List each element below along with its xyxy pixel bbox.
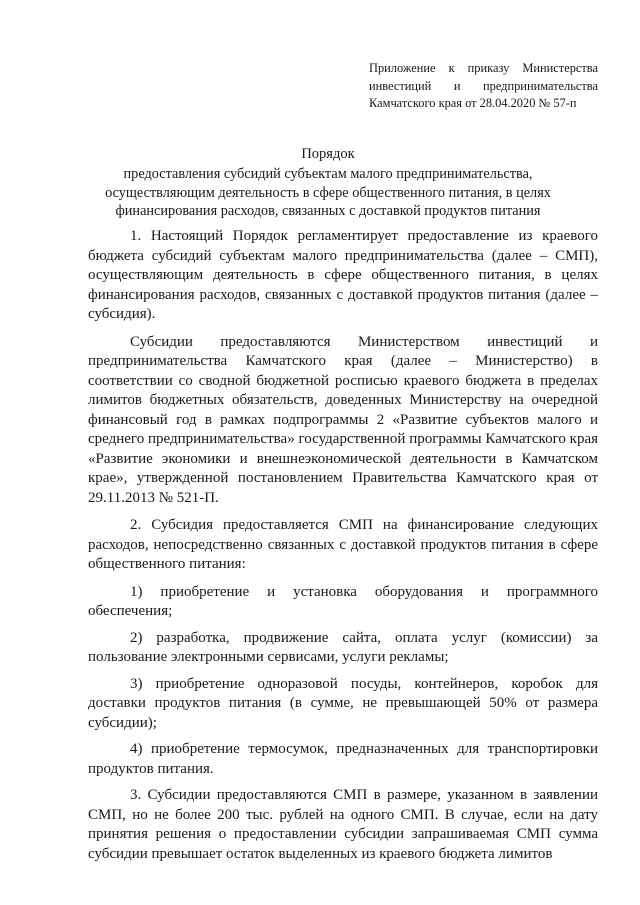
title-line-2: осуществляющим деятельность в сфере общественного питания, в целях	[105, 184, 551, 201]
document-title	[78, 145, 578, 221]
paragraph-4: 3. Субсидии предоставляются СМП в размере, указанном в заявлении СМП, но не более 200 тыс. рублей на одного СМП. В случае, если на дату принятия решения о предоставлении субсидии запрашиваемая СМП сумма субсидии превышает остаток выделенных из краевого бюджета лимитов	[88, 787, 598, 862]
document-header	[369, 60, 598, 113]
title-line-3: финансирования расходов, связанных с доставкой продуктов питания	[115, 203, 541, 219]
header-line-3: Камчатского края от 28.04.2020 № 57-п	[369, 96, 577, 110]
title-line-1: предоставления субсидий субъектам малого предпринимательства,	[123, 166, 533, 182]
list-item-3: 3) приобретение одноразовой посуды, контейнеров, коробок для доставки продуктов питания (в сумме, не превышающей 50% от размера субсидии);	[88, 675, 598, 731]
paragraph-2: Субсидии предоставляются Министерством инвестиций и предпринимательства Камчатского края (далее – Министерство) в соответствии со сводной бюджетной росписью краевого бюджета в пределах лимитов бюджетных обязательств, доведенных Министерству на очередной финансовый год в рамках подпрограммы 2 «Развитие субъектов малого и среднего предпринимательства» государственной программы Камчатского края «Развитие экономики и внешнеэкономической деятельности в Камчатском крае», утвержденной постановлением Правительства Камчатского края от 29.11.2013 № 521-П.	[88, 333, 598, 506]
document-body	[88, 227, 598, 872]
list-item-2: 2) разработка, продвижение сайта, оплата услуг (комиссии) за пользование электронными сервисами, услуги рекламы;	[88, 629, 598, 665]
paragraph-1: 1. Настоящий Порядок регламентирует предоставление из краевого бюджета субсидий субъектам малого предпринимательства (далее – СМП), осуществляющим деятельность в сфере общественного питания, в целях финансирования расходов, связанных с доставкой продуктов питания (далее – субсидия).	[88, 228, 598, 322]
list-item-1: 1) приобретение и установка оборудования и программного обеспечения;	[88, 583, 598, 619]
header-line-1: Приложение к приказу Министерства	[369, 61, 598, 75]
list-item-4: 4) приобретение термосумок, предназначенных для транспортировки продуктов питания.	[88, 741, 598, 777]
paragraph-3: 2. Субсидия предоставляется СМП на финансирование следующих расходов, непосредственно связанных с доставкой продуктов питания в сфере общественного питания:	[88, 517, 598, 572]
header-line-2: инвестиций и предпринимательства	[369, 78, 598, 93]
title-main: Порядок	[301, 146, 355, 162]
